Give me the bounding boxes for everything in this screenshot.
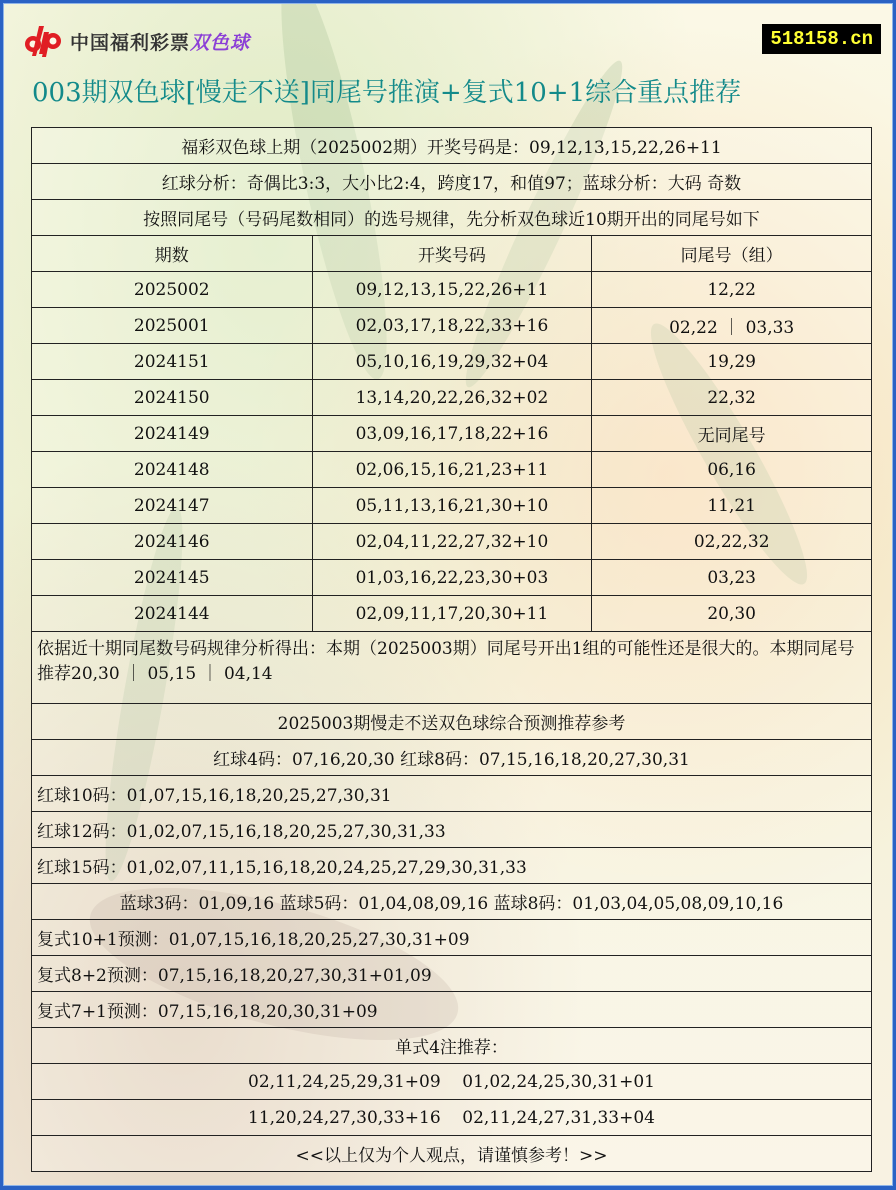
prediction-title-row bbox=[32, 704, 872, 740]
fushi-8-2-text: 复式8+2预测：07,15,16,18,20,27,30,31+01,09 bbox=[32, 956, 872, 992]
disclaimer-row bbox=[32, 1136, 872, 1172]
table-row bbox=[32, 488, 872, 524]
same-tail-cell: 20,30 bbox=[592, 596, 872, 632]
prediction-row bbox=[32, 740, 872, 776]
numbers-cell: 05,10,16,19,29,32+04 bbox=[312, 344, 592, 380]
summary-row bbox=[32, 200, 872, 236]
same-tail-cell: 22,32 bbox=[592, 380, 872, 416]
prediction-row bbox=[32, 992, 872, 1028]
numbers-cell: 02,06,15,16,21,23+11 bbox=[312, 452, 592, 488]
logo-text: 中国福利彩票 bbox=[70, 31, 191, 54]
summary-row bbox=[32, 128, 872, 164]
red-15-text: 红球15码：01,02,07,11,15,16,18,20,24,25,27,29,30,31,33 bbox=[32, 848, 872, 884]
numbers-cell: 01,03,16,22,23,30+03 bbox=[312, 560, 592, 596]
prediction-row bbox=[32, 884, 872, 920]
table-header-row bbox=[32, 236, 872, 272]
table-row bbox=[32, 560, 872, 596]
same-tail-cell: 06,16 bbox=[592, 452, 872, 488]
prediction-row bbox=[32, 1028, 872, 1064]
header bbox=[4, 4, 892, 124]
single-row-2: 11,20,24,27,30,33+16 02,11,24,27,31,33+04 bbox=[32, 1100, 872, 1136]
table-row bbox=[32, 380, 872, 416]
prediction-row bbox=[32, 1064, 872, 1100]
analysis-text: 红球分析：奇偶比3:3，大小比2:4，跨度17，和值97；蓝球分析：大码 奇数 bbox=[32, 164, 872, 200]
prediction-row bbox=[32, 1100, 872, 1136]
header-same-tail: 同尾号（组） bbox=[592, 236, 872, 272]
fushi-10-1-text: 复式10+1预测：01,07,15,16,18,20,25,27,30,31+09 bbox=[32, 920, 872, 956]
red-4-8-text: 红球4码：07,16,20,30 红球8码：07,15,16,18,20,27,30,31 bbox=[32, 740, 872, 776]
numbers-cell: 02,04,11,22,27,32+10 bbox=[312, 524, 592, 560]
logo-accent-text: 双色球 bbox=[190, 31, 251, 54]
disclaimer-text: <<以上仅为个人观点，请谨慎参考！>> bbox=[32, 1136, 872, 1172]
table-row bbox=[32, 452, 872, 488]
numbers-cell: 13,14,20,22,26,32+02 bbox=[312, 380, 592, 416]
same-tail-cell: 19,29 bbox=[592, 344, 872, 380]
table-row bbox=[32, 344, 872, 380]
issue-cell: 2024146 bbox=[32, 524, 313, 560]
table-row bbox=[32, 416, 872, 452]
red-12-text: 红球12码：01,02,07,15,16,18,20,25,27,30,31,33 bbox=[32, 812, 872, 848]
fushi-7-1-text: 复式7+1预测：07,15,16,18,20,30,31+09 bbox=[32, 992, 872, 1028]
same-tail-cell: 12,22 bbox=[592, 272, 872, 308]
numbers-cell: 03,09,16,17,18,22+16 bbox=[312, 416, 592, 452]
table-row bbox=[32, 308, 872, 344]
lottery-logo bbox=[22, 24, 250, 58]
last-draw-text: 福彩双色球上期（2025002期）开奖号码是：09,12,13,15,22,26+11 bbox=[32, 128, 872, 164]
prediction-row bbox=[32, 956, 872, 992]
table-row bbox=[32, 524, 872, 560]
prediction-row bbox=[32, 848, 872, 884]
issue-cell: 2024151 bbox=[32, 344, 313, 380]
page-title: 003期双色球[慢走不送]同尾号推演+复式10+1综合重点推荐 bbox=[32, 78, 742, 108]
intro-text: 按照同尾号（号码尾数相同）的选号规律，先分析双色球近10期开出的同尾号如下 bbox=[32, 200, 872, 236]
page-frame bbox=[3, 3, 893, 1186]
summary-row bbox=[32, 164, 872, 200]
same-tail-cell: 03,23 bbox=[592, 560, 872, 596]
red-10-text: 红球10码：01,07,15,16,18,20,25,27,30,31 bbox=[32, 776, 872, 812]
same-tail-cell: 无同尾号 bbox=[592, 416, 872, 452]
prediction-row bbox=[32, 776, 872, 812]
issue-cell: 2024149 bbox=[32, 416, 313, 452]
prediction-title: 2025003期慢走不送双色球综合预测推荐参考 bbox=[32, 704, 872, 740]
cwl-logo-icon bbox=[22, 24, 64, 58]
issue-cell: 2025002 bbox=[32, 272, 313, 308]
same-tail-cell: 02,22 ｜ 03,33 bbox=[592, 308, 872, 344]
single-title: 单式4注推荐： bbox=[32, 1028, 872, 1064]
issue-cell: 2024150 bbox=[32, 380, 313, 416]
header-issue: 期数 bbox=[32, 236, 313, 272]
prediction-row bbox=[32, 920, 872, 956]
issue-cell: 2025001 bbox=[32, 308, 313, 344]
conclusion-row bbox=[32, 632, 872, 704]
table-row bbox=[32, 272, 872, 308]
prediction-row bbox=[32, 812, 872, 848]
issue-cell: 2024147 bbox=[32, 488, 313, 524]
numbers-cell: 09,12,13,15,22,26+11 bbox=[312, 272, 592, 308]
content-table bbox=[31, 127, 872, 1172]
table-row bbox=[32, 596, 872, 632]
conclusion-text: 依据近十期同尾数号码规律分析得出：本期（2025003期）同尾号开出1组的可能性还是很大的。本期同尾号推荐20,30 ｜ 05,15 ｜ 04,14 bbox=[32, 632, 872, 704]
same-tail-cell: 02,22,32 bbox=[592, 524, 872, 560]
blue-text: 蓝球3码：01,09,16 蓝球5码：01,04,08,09,16 蓝球8码：01,03,04,05,08,09,10,16 bbox=[32, 884, 872, 920]
issue-cell: 2024148 bbox=[32, 452, 313, 488]
same-tail-cell: 11,21 bbox=[592, 488, 872, 524]
single-row-1: 02,11,24,25,29,31+09 01,02,24,25,30,31+01 bbox=[32, 1064, 872, 1100]
numbers-cell: 02,03,17,18,22,33+16 bbox=[312, 308, 592, 344]
frame-bottom-border bbox=[0, 1186, 896, 1190]
site-badge[interactable]: 518158.cn bbox=[762, 24, 881, 54]
issue-cell: 2024144 bbox=[32, 596, 313, 632]
numbers-cell: 05,11,13,16,21,30+10 bbox=[312, 488, 592, 524]
numbers-cell: 02,09,11,17,20,30+11 bbox=[312, 596, 592, 632]
issue-cell: 2024145 bbox=[32, 560, 313, 596]
header-numbers: 开奖号码 bbox=[312, 236, 592, 272]
